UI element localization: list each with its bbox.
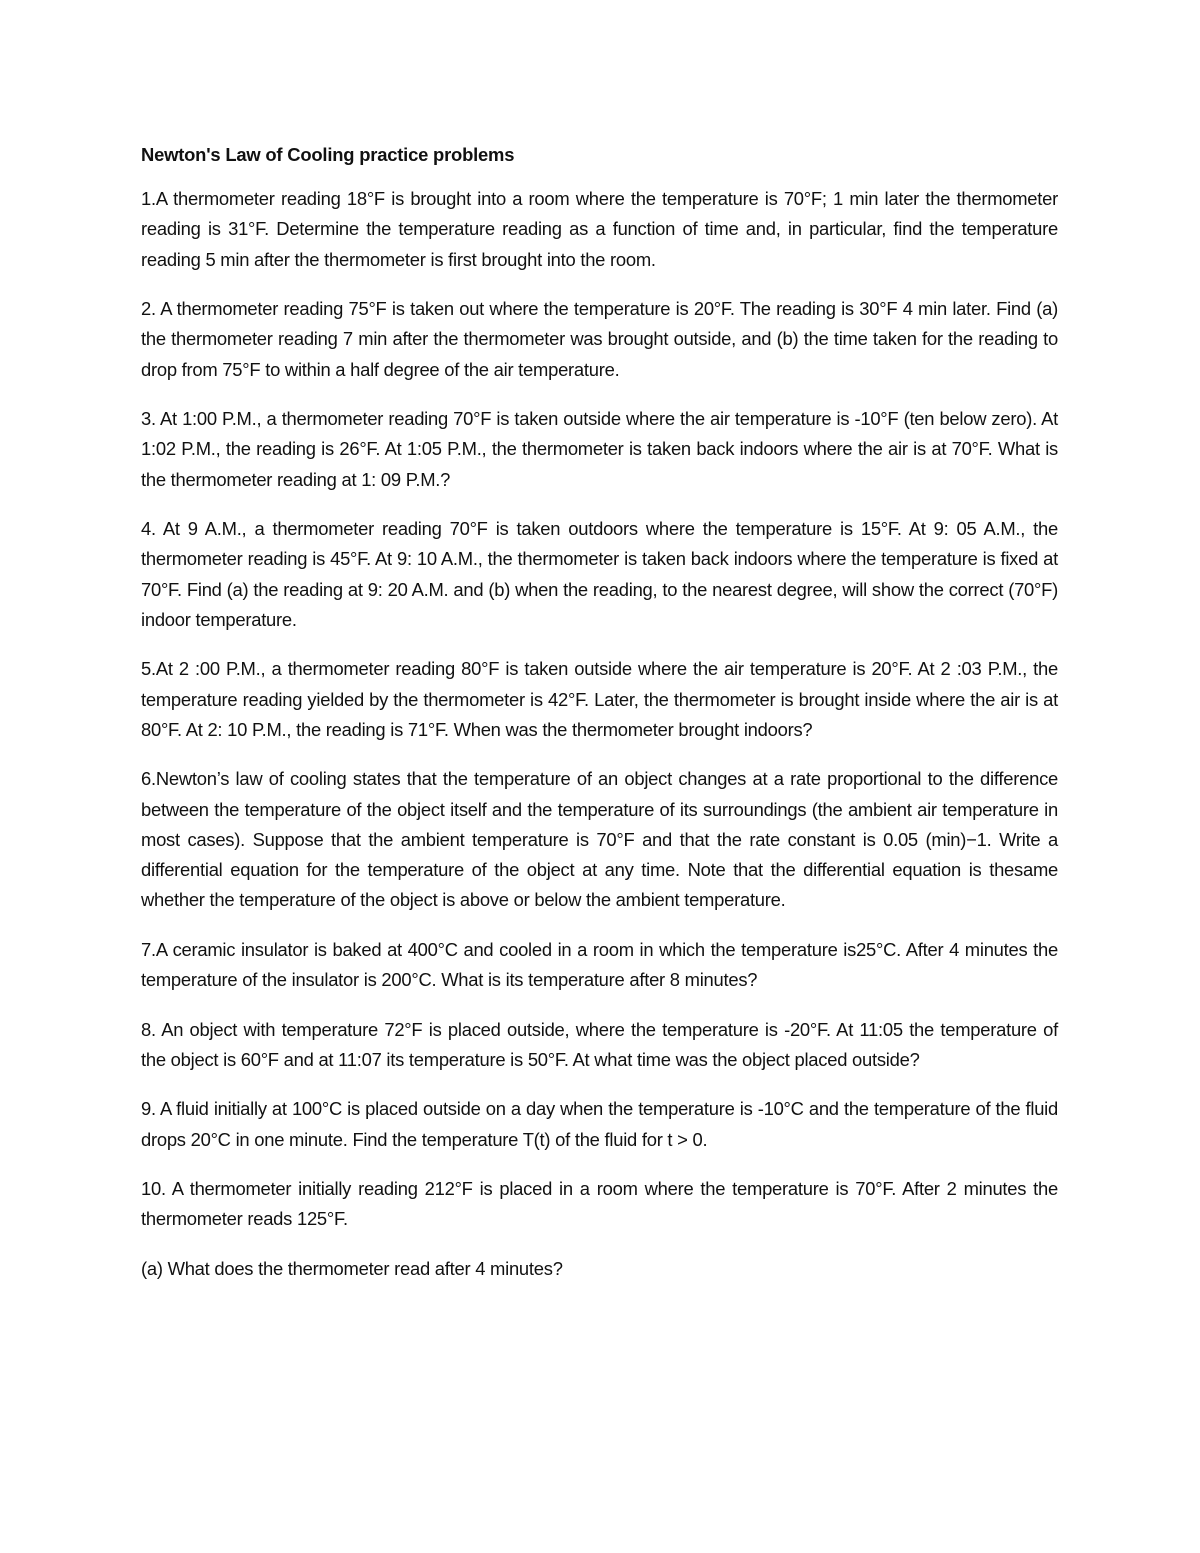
problem-4: 4. At 9 A.M., a thermometer reading 70°F is taken outdoors where the temperature is 15°F. At 9: 05 A.M., the thermometer reading is 45°F. At 9: 10 A.M., the thermometer is taken back indoors where the temperature is fixed at 70°F. Find (a) the reading at 9: 20 A.M. and (b) when the reading, to the nearest degree, will show the correct (70°F) indoor temperature. <box>141 518 1058 630</box>
problem-3: 3. At 1:00 P.M., a thermometer reading 70°F is taken outside where the air temperature is -10°F (ten below zero). At 1:02 P.M., the reading is 26°F. At 1:05 P.M., the thermometer is taken back indoors where the air is at 70°F. What is the thermometer reading at 1: 09 P.M.? <box>141 408 1058 490</box>
problem-5: 5.At 2 :00 P.M., a thermometer reading 80°F is taken outside where the air temperature is 20°F. At 2 :03 P.M., the temperature reading yielded by the thermometer is 42°F. Later, the thermometer is brought inside where the air is at 80°F. At 2: 10 P.M., the reading is 71°F. When was the thermometer brought indoors? <box>141 658 1058 740</box>
problem-10: 10. A thermometer initially reading 212°F is placed in a room where the temperature is 70°F. After 2 minutes the thermometer reads 125°F. <box>141 1178 1058 1230</box>
problem-1: 1.A thermometer reading 18°F is brought into a room where the temperature is 70°F; 1 min later the thermometer reading is 31°F. Determine the temperature reading as a function of time and, in particular, find the temperature reading 5 min after the thermometer is first brought into the room. <box>141 188 1058 270</box>
problem-10-part-a: (a) What does the thermometer read after 4 minutes? <box>141 1258 563 1279</box>
document-title: Newton's Law of Cooling practice problems <box>141 144 515 165</box>
problem-7: 7.A ceramic insulator is baked at 400°C and cooled in a room in which the temperature is25°C. After 4 minutes the temperature of the insulator is 200°C. What is its temperature after 8 minutes? <box>141 938 1058 991</box>
problem-9: 9. A fluid initially at 100°C is placed outside on a day when the temperature is -10°C and the temperature of the fluid drops 20°C in one minute. Find the temperature T(t) of the fluid for t > 0. <box>141 1098 1058 1150</box>
problem-6: 6.Newton’s law of cooling states that the temperature of an object changes at a rate proportional to the difference between the temperature of the object itself and the temperature of its surroundings (the ambient air temperature in most cases). Suppose that the ambient temperature is 70°F and that the rate constant is 0.05 (min)−1. Write a differential equation for the temperature of the object at any time. Note that the differential equation is thesame whether the temperature of the object is above or below the ambient temperature. <box>141 768 1058 911</box>
problem-8: 8. An object with temperature 72°F is placed outside, where the temperature is -20°F. At 11:05 the temperature of the object is 60°F and at 11:07 its temperature is 50°F. At what time was the object placed outside? <box>141 1018 1058 1070</box>
problem-2: 2. A thermometer reading 75°F is taken out where the temperature is 20°F. The reading is 30°F 4 min later. Find (a) the thermometer reading 7 min after the thermometer was brought outside, and (b) the time taken for the reading to drop from 75°F to within a half degree of the air temperature. <box>141 298 1058 380</box>
document-body <box>141 140 1058 1304</box>
